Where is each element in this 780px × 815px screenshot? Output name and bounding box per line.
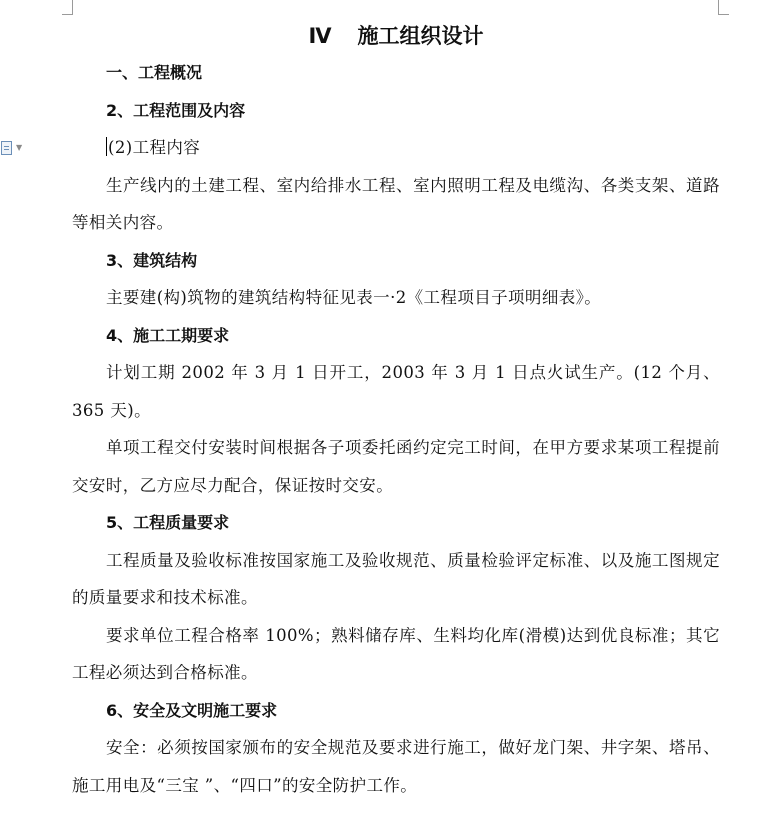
paragraph-structure: 主要建(构)筑物的建筑结构特征见表一·2《工程项目子项明细表》。 — [106, 288, 602, 307]
paragraph-scope: 生产线内的土建工程、室内给排水工程、室内照明工程及电缆沟、各类支架、道路等相关内容。 — [72, 175, 720, 232]
text-cursor — [106, 137, 107, 156]
title-roman-numeral: Ⅳ — [308, 24, 332, 48]
heading-scope: 2、工程范围及内容 — [106, 100, 246, 120]
paragraph-safety: 安全：必须按国家颁布的安全规范及要求进行施工，做好龙门架、井字架、塔吊、施工用电及“三宝 ”、“四口”的安全防护工作。 — [72, 738, 720, 795]
subheading-work-content-text: (2)工程内容 — [108, 138, 201, 157]
page-corner-mark-top-right — [718, 0, 729, 15]
heading-safety: 6、安全及文明施工要求 — [106, 700, 278, 720]
paragraph-delivery: 单项工程交付安装时间根据各子项委托函约定完工时间，在甲方要求某项工程提前交安时，乙方应尽力配合，保证按时交安。 — [72, 438, 720, 495]
paragraph-options-icon[interactable] — [1, 141, 27, 157]
paragraph-quality: 工程质量及验收标准按国家施工及验收规范、质量检验评定标准、以及施工图规定的质量要求和技术标准。 — [72, 550, 720, 607]
document-icon — [1, 141, 12, 155]
heading-project-overview: 一、工程概况 — [106, 63, 203, 82]
heading-quality: 5、工程质量要求 — [106, 513, 230, 532]
paragraph-schedule: 计划工期 2002 年 3 月 1 日开工，2003 年 3 月 1 日点火试生产。(12 个月、365 天)。 — [72, 363, 720, 420]
document-page — [72, 18, 720, 804]
heading-schedule: 4、施工工期要求 — [106, 325, 230, 345]
title-text: 施工组织设计 — [357, 24, 484, 48]
page-corner-mark-top-left — [62, 0, 73, 15]
document-title — [72, 18, 720, 54]
heading-structure: 3、建筑结构 — [106, 250, 198, 270]
subheading-work-content[interactable] — [72, 129, 720, 167]
paragraph-pass-rate: 要求单位工程合格率 100%；熟料储存库、生料均化库(滑模)达到优良标准；其它工程必须达到合格标准。 — [72, 625, 720, 682]
dropdown-caret-icon: ▼ — [16, 143, 23, 152]
